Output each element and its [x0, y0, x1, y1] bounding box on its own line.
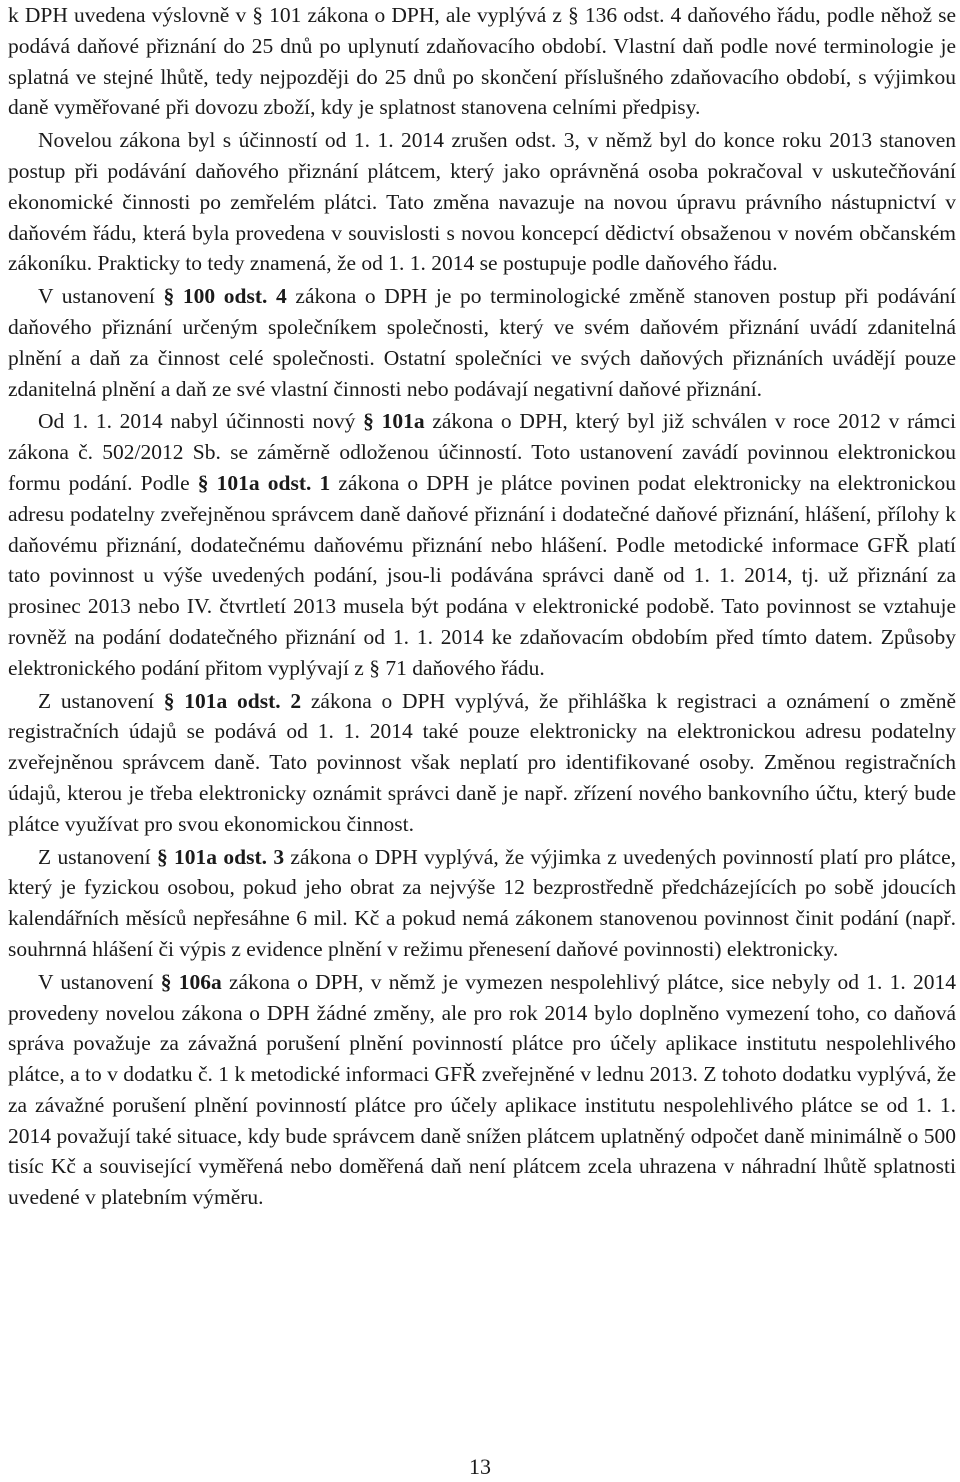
section-ref-100-4: § 100 odst. 4: [163, 284, 287, 309]
paragraph-4-text-a: Od 1. 1. 2014 nabyl účinnosti nový: [38, 409, 364, 434]
paragraph-7-text-a: V ustanovení: [38, 969, 161, 994]
page-number: 13: [469, 1454, 491, 1479]
paragraph-6: [8, 842, 956, 965]
paragraph-3: [8, 281, 956, 404]
paragraph-1: [8, 0, 956, 123]
section-ref-106a: § 106a: [160, 969, 222, 994]
section-ref-101a-3: § 101a odst. 3: [156, 844, 285, 869]
paragraph-6-text-a: Z ustanovení: [38, 844, 157, 869]
paragraph-5-text-b: zákona o DPH vyplývá, že přihláška k registraci a oznámení o změně registračních údajů se podává od 1. 1. 2014 také pouze elektronicky na elektronickou adresu podatelny zveřejněnou správcem daně. Tato povinnost však neplatí pro identifikované osoby. Změnou registračních údajů, kterou je třeba elektronicky oznámit správci daně je např. zřízení nového bankovního účtu, který bude plátce využívat pro svou ekonomickou činnost.: [8, 688, 956, 836]
paragraph-4: [8, 406, 956, 683]
paragraph-7: [8, 967, 956, 1213]
section-ref-101a-1: § 101a odst. 1: [197, 470, 331, 495]
paragraph-3-text-b: zákona o DPH je po terminologické změně stanoven postup při podávání daňového přiznání určeným společníkem společnosti, který ve svém daňovém přiznání uvádí zdanitelná plnění a daň za činnost celé společnosti. Ostatní společníci ve svých daňových přiznáních uvádějí pouze zdanitelná plnění a daň ze své vlastní činnosti nebo podávají negativní daňové přiznání.: [8, 284, 957, 401]
section-ref-101a: § 101a: [363, 409, 425, 434]
paragraph-3-text-a: V ustanovení: [38, 284, 164, 309]
section-ref-101a-2: § 101a odst. 2: [163, 688, 302, 713]
paragraph-4-text-b: zákona o DPH, který byl již schválen v roce 2012 v rámci zákona č. 502/2012 Sb. se záměrně odloženou účinností. Toto ustanovení zavádí povinnou elektronickou formu podání. Podle: [8, 409, 957, 495]
paragraph-2: [8, 125, 956, 279]
paragraph-1-text: k DPH uvedena výslovně v § 101 zákona o DPH, ale vyplývá z § 136 odst. 4 daňového řádu, podle něhož se podává daňové přiznání do 25 dnů po uplynutí zdaňovacího období. Vlastní daň podle nové terminologie je splatná ve stejné lhůtě, tedy nejpozději do 25 dnů po skončení příslušného zdaňovacího období, s výjimkou daně vyměřované při dovozu zboží, kdy je splatnost stanovena celními předpisy.: [8, 3, 956, 120]
paragraph-7-text-b: zákona o DPH, v němž je vymezen nespolehlivý plátce, sice nebyly od 1. 1. 2014 provedeny novelou zákona o DPH žádné změny, ale pro rok 2014 bylo doplněno vymezení toho, co daňová správa považuje za závažná porušení plnění povinností plátce pro účely aplikace institutu nespolehlivého plátce, a to v dodatku č. 1 k metodické informaci GFŘ zveřejněné v lednu 2013. Z tohoto dodatku vyplývá, že za závažné porušení plnění povinností plátce pro účely aplikace institutu nespolehlivého plátce se od 1. 1. 2014 považují také situace, kdy bude správcem daně snížen plátcem uplatněný odpočet daně minimálně o 500 tisíc Kč a související vyměřená nebo doměřená daň není plátcem zcela uhrazena v náhradní lhůtě splatnosti uvedené v platebním výměru.: [8, 969, 956, 1210]
paragraph-4-text-c: zákona o DPH je plátce povinen podat elektronicky na elektronickou adresu podatelny zveřejněnou správcem daně daňové přiznání i dodatečné daňové přiznání, hlášení, přílohy k daňovému přiznání, dodatečnému daňovému přiznání nebo hlášení. Podle metodické informace GFŘ platí tato povinnost u výše uvedených podání, jsou-li podávána správci daně od 1. 1. 2014, tj. už přiznání za prosinec 2013 nebo IV. čtvrtletí 2013 musela být podána v elektronické podobě. Tato povinnost se vztahuje rovněž na podání dodatečného přiznání od 1. 1. 2014 ke zdaňovacím obdobím před tímto datem. Způsoby elektronického podání přitom vyplývají z § 71 daňového řádu.: [8, 470, 956, 680]
paragraph-2-text: Novelou zákona byl s účinností od 1. 1. 2014 zrušen odst. 3, v němž byl do konce roku 2013 stanoven postup při podávání daňového přiznání plátcem, který jako oprávněná osoba pokračoval v uskutečňování ekonomické činnosti po zemřelém plátci. Tato změna navazuje na novou úpravu právního nástupnictví v daňovém řádu, která byla provedena v souvislosti s novou koncepcí dědictví obsaženou v novém občanském zákoníku. Prakticky to tedy znamená, že od 1. 1. 2014 se postupuje podle daňového řádu.: [8, 128, 956, 276]
paragraph-5: [8, 686, 956, 840]
paragraph-5-text-a: Z ustanovení: [38, 688, 164, 713]
paragraph-6-text-b: zákona o DPH vyplývá, že výjimka z uvedených povinností platí pro plátce, který je fyzickou osobou, pokud jeho obrat za nejvýše 12 bezprostředně předcházejících po sobě jdoucích kalendářních měsíců nepřesáhne 6 mil. Kč a pokud nemá zákonem stanovenou povinnost činit podání (např. souhrnná hlášení či výpis z evidence plnění v režimu přenesení daňové povinnosti) elektronicky.: [8, 844, 957, 961]
document-body: [8, 0, 956, 1213]
